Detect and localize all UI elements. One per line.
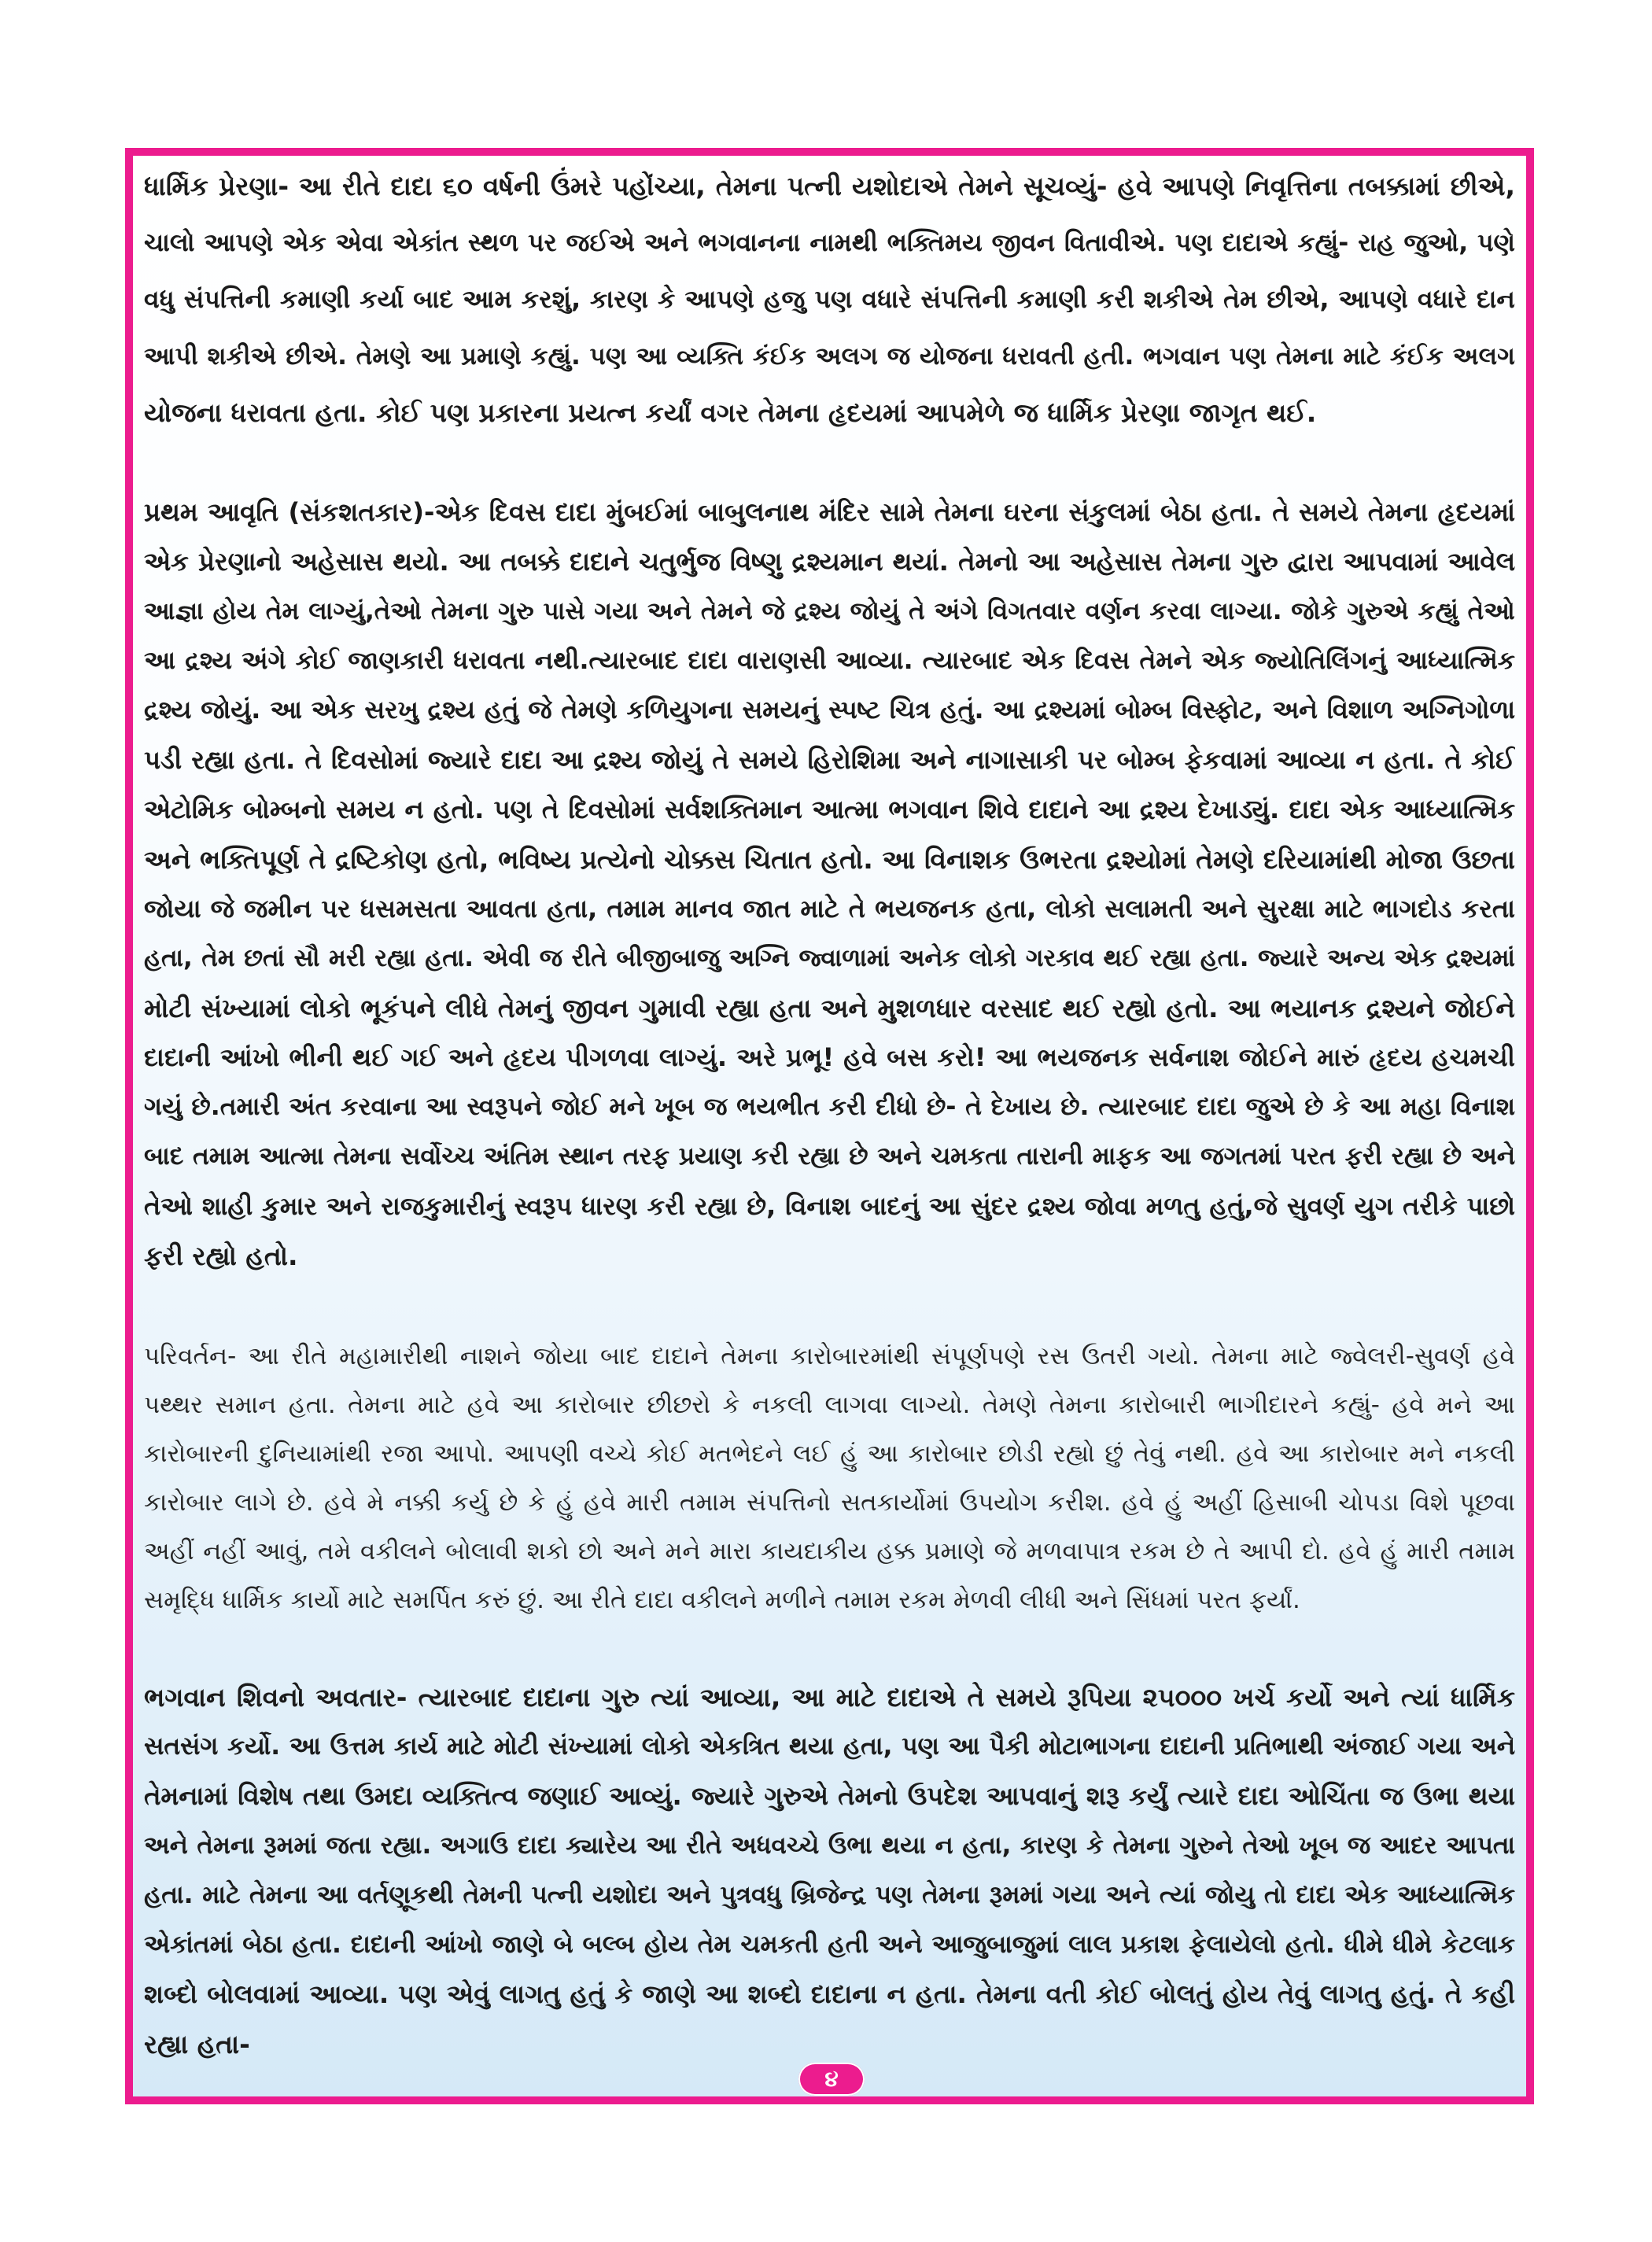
text-line: ભગવાન શિવનો અવતાર- ત્યારબાદ દાદાના ગુરુ ત્યાં આવ્યા, આ માટે દાદાએ તે સમયે રૂપિયા ૨૫૦૦૦ ખર્ચ કર્યો અને ત્યાં ધાર્મિક: [144, 1682, 1515, 1713]
text-line: કારોબારની દુનિયામાંથી રજા આપો. આપણી વચ્ચે કોઈ મતભેદને લઈ હું આ કારોબાર છોડી રહ્યો છું તેવું નથી. હવે આ કારોબાર મને નકલી: [144, 1440, 1515, 1468]
text-line: પડી રહ્યા હતા. તે દિવસોમાં જ્યારે દાદા આ દ્રશ્ય જોયું તે સમયે હિરોશિમા અને નાગાસાકી પર બોમ્બ ફેકવામાં આવ્યા ન હતા. તે કોઈ: [144, 745, 1515, 775]
text-line: હતા, તેમ છતાં સૌ મરી રહ્યા હતા. એવી જ રીતે બીજીબાજુ અગ્નિ જ્વાળામાં અનેક લોકો ગરકાવ થઈ રહ્યા હતા. જ્યારે અન્ય એક દ્રશ્યમાં: [144, 944, 1515, 972]
text-line: રહ્યા હતા-: [144, 2029, 250, 2059]
text-line: અને ભક્તિપૂર્ણ તે દ્રષ્ટિકોણ હતો, ભવિષ્ય પ્રત્યેનો ચોક્કસ ચિતાત હતો. આ વિનાશક ઉભરતા દ્રશ્યોમાં તેમણે દરિયામાંથી મોજા ઉછતા: [144, 844, 1515, 875]
text-line: આપી શકીએ છીએ. તેમણે આ પ્રમાણે કહ્યું. પણ આ વ્યક્તિ કંઈક અલગ જ યોજના ધરાવતી હતી. ભગવાન પણ તેમના માટે કંઈક અલગ: [144, 342, 1515, 371]
text-line: શબ્દો બોલવામાં આવ્યા. પણ એવું લાગતુ હતું કે જાણે આ શબ્દો દાદાના ન હતા. તેમના વતી કોઈ બોલતું હોય તેવું લાગતુ હતું. તે કહી: [144, 1979, 1515, 2009]
text-line: વધુ સંપત્તિની કમાણી કર્યા બાદ આમ કરશું, કારણ કે આપણે હજુ પણ વધારે સંપત્તિની કમાણી કરી શકીએ તેમ છીએ, આપણે વધારે દાન: [144, 286, 1515, 314]
text-line: એકાંતમાં બેઠા હતા. દાદાની આંખો જાણે બે બલ્બ હોય તેમ ચમકતી હતી અને આજુબાજુમાં લાલ પ્રકાશ ફેલાયેલો હતો. ધીમે ધીમે કેટલાક: [144, 1930, 1515, 1959]
text-line: પથ્થર સમાન હતા. તેમના માટે હવે આ કારોબાર છીછરો કે નકલી લાગવા લાગ્યો. તેમણે તેમના કારોબારી ભાગીદારને કહ્યું- હવે મને આ: [144, 1391, 1515, 1419]
text-line: તેઓ શાહી કુમાર અને રાજકુમારીનું સ્વરૂપ ધારણ કરી રહ્યા છે, વિનાશ બાદનું આ સુંદર દ્રશ્ય જોવા મળતુ હતું,જે સુવર્ણ યુગ તરીકે પાછો: [144, 1191, 1515, 1221]
text-line: ચાલો આપણે એક એવા એકાંત સ્થળ પર જઈએ અને ભગવાનના નામથી ભક્તિમય જીવન વિતાવીએ. પણ દાદાએ કહ્યું- રાહ જુઓ, પણે: [144, 229, 1515, 257]
text-line: એટોમિક બોમ્બનો સમય ન હતો. પણ તે દિવસોમાં સર્વશક્તિમાન આત્મા ભગવાન શિવે દાદાને આ દ્રશ્ય દેખાડ્યું. દાદા એક આધ્યાત્મિક: [144, 795, 1515, 824]
text-line: પરિવર્તન- આ રીતે મહામારીથી નાશને જોયા બાદ દાદાને તેમના કારોબારમાંથી સંપૂર્ણપણે રસ ઉતરી ગયો. તેમના માટે જ્વેલરી-સુવર્ણ હવે: [144, 1342, 1515, 1370]
text-line: દાદાની આંખો ભીની થઈ ગઈ અને હૃદય પીગળવા લાગ્યું. અરે પ્રભૂ! હવે બસ કરો! આ ભયજનક સર્વનાશ જોઈને મારું હૃદય હચમચી: [144, 1042, 1515, 1072]
text-line: મોટી સંખ્યામાં લોકો ભૂકંપને લીધે તેમનું જીવન ગુમાવી રહ્યા હતા અને મુશળધાર વરસાદ થઈ રહ્યો હતો. આ ભયાનક દ્રશ્યને જોઈને: [144, 993, 1515, 1023]
text-line: દ્રશ્ય જોયું. આ એક સરખુ દ્રશ્ય હતું જે તેમણે કળિયુગના સમયનું સ્પષ્ટ ચિત્ર હતું. આ દ્રશ્યમાં બોમ્બ વિસ્ફોટ, અને વિશાળ અગ્નિગોળા: [144, 696, 1515, 725]
text-line: સમૃદ્ધિ ધાર્મિક કાર્યો માટે સમર્પિત કરું છું. આ રીતે દાદા વકીલને મળીને તમામ રકમ મેળવી લીધી અને સિંધમાં પરત ફર્યાં.: [144, 1586, 1300, 1614]
text-line: અહીં નહીં આવું, તમે વકીલને બોલાવી શકો છો અને મને મારા કાયદાકીય હક્ક પ્રમાણે જે મળવાપાત્ર રકમ છે તે આપી દો. હવે હું મારી તમામ: [144, 1537, 1515, 1565]
paragraph-pratham-aavruti: [144, 488, 1515, 1281]
text-line: યોજના ધરાવતા હતા. કોઈ પણ પ્રકારના પ્રયત્ન કર્યાં વગર તેમના હૃદયમાં આપમેળે જ ધાર્મિક પ્રેરણા જાગૃત થઈ.: [144, 397, 1317, 428]
text-line: તેમનામાં વિશેષ તથા ઉમદા વ્યક્તિત્વ જણાઈ આવ્યું. જ્યારે ગુરુએ તેમનો ઉપદેશ આપવાનું શરૂ કર્યું ત્યારે દાદા ઓચિંતા જ ઉભા થયા: [144, 1781, 1515, 1811]
text-line: ગયું છે.તમારી અંત કરવાના આ સ્વરૂપને જોઈ મને ખૂબ જ ભયભીત કરી દીધો છે- તે દેખાય છે. ત્યારબાદ દાદા જુએ છે કે આ મહા વિનાશ: [144, 1093, 1515, 1121]
text-line: હતા. માટે તેમના આ વર્તણૂકથી તેમની પત્ની યશોદા અને પુત્રવધુ બ્રિજેન્દ્ર પણ તેમના રૂમમાં ગયા અને ત્યાં જોયુ તો દાદા એક આધ્યાત્મિક: [144, 1881, 1515, 1909]
text-line: ફરી રહ્યો હતો.: [144, 1241, 298, 1271]
text-line: એક પ્રેરણાનો અહેસાસ થયો. આ તબક્કે દાદાને ચતુર્ભુજ વિષ્ણુ દ્રશ્યમાન થયાં. તેમનો આ અહેસાસ તેમના ગુરુ દ્વારા આપવામાં આવેલ: [144, 547, 1515, 577]
text-line: પ્રથમ આવૃતિ (સંકશતકાર)-એક દિવસ દાદા મુંબઈમાં બાબુલનાથ મંદિર સામે તેમના ઘરના સંકુલમાં બેઠા હતા. તે સમયે તેમના હૃદયમાં: [144, 497, 1515, 527]
text-line: આ દ્રશ્ય અંગે કોઈ જાણકારી ધરાવતા નથી.ત્યારબાદ દાદા વારાણસી આવ્યા. ત્યારબાદ એક દિવસ તેમને એક જ્યોતિલિંગનું આધ્યાત્મિક: [144, 647, 1515, 675]
paragraph-dharmik-prerna: [144, 158, 1515, 441]
page-number: ૪: [798, 2063, 865, 2096]
paragraph-bhagwan-shivno-avtar: [144, 1672, 1515, 2069]
text-line: સતસંગ કર્યો. આ ઉત્તમ કાર્ય માટે મોટી સંખ્યામાં લોકો એકત્રિત થયા હતા, પણ આ પૈકી મોટાભાગના દાદાની પ્રતિભાથી અંજાઈ ગયા અને: [144, 1732, 1515, 1761]
text-line: કારોબાર લાગે છે. હવે મે નક્કી કર્યુ છે કે હું હવે મારી તમામ સંપત્તિનો સતકાર્યોમાં ઉપયોગ કરીશ. હવે હું અહીં હિસાબી ચોપડા વિશે પૂછવા: [144, 1488, 1515, 1517]
text-line: અને તેમના રૂમમાં જતા રહ્યા. અગાઉ દાદા ક્યારેય આ રીતે અધવચ્ચે ઉભા થયા ન હતા, કારણ કે તેમના ગુરુને તેઓ ખૂબ જ આદર આપતા: [144, 1831, 1515, 1860]
text-line: આજ્ઞા હોય તેમ લાગ્યું,તેઓ તેમના ગુરુ પાસે ગયા અને તેમને જે દ્રશ્ય જોયું તે અંગે વિગતવાર વર્ણન કરવા લાગ્યા. જોકે ગુરુએ કહ્યું તેઓ: [144, 597, 1515, 625]
text-line: બાદ તમામ આત્મા તેમના સર્વોચ્ચ અંતિમ સ્થાન તરફ પ્રયાણ કરી રહ્યા છે અને ચમકતા તારાની માફક આ જગતમાં પરત ફરી રહ્યા છે અને: [144, 1142, 1515, 1171]
text-line: જોયા જે જમીન પર ધસમસતા આવતા હતા, તમામ માનવ જાત માટે તે ભયજનક હતા, લોકો સલામતી અને સુરક્ષા માટે ભાગદોડ કરતા: [144, 894, 1515, 924]
paragraph-parivartan: [144, 1332, 1515, 1624]
text-line: ધાર્મિક પ્રેરણા- આ રીતે દાદા ૬૦ વર્ષની ઉંમરે પહોંચ્યા, તેમના પત્ની યશોદાએ તેમને સૂચવ્યું- હવે આપણે નિવૃત્તિના તબક્કામાં છીએ,: [144, 171, 1515, 201]
